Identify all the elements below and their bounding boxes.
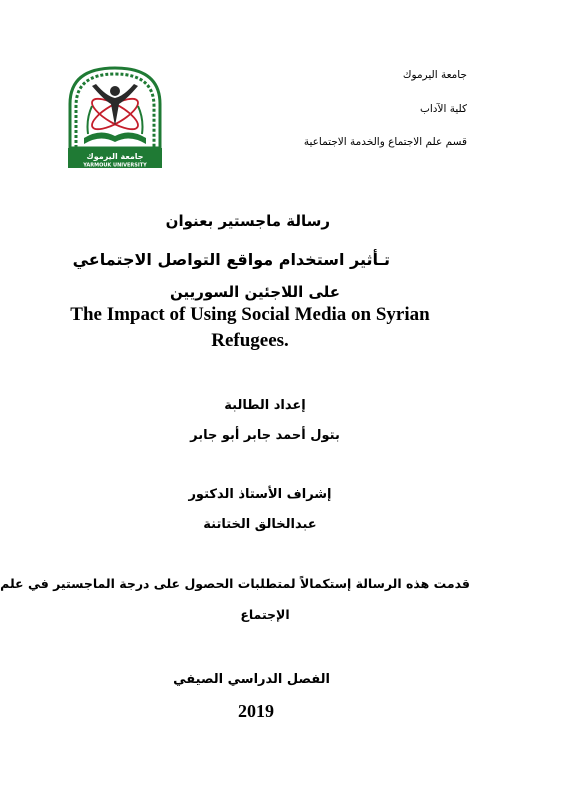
arabic-title-line2: على اللاجئين السوريين — [169, 283, 341, 301]
thesis-heading: رسالة ماجستير بعنوان — [165, 212, 330, 230]
student-name: بتول أحمد جابر أبو جابر — [190, 428, 340, 443]
supervisor-label: إشراف الأستاذ الدكتور — [188, 487, 332, 502]
supervisor-name: عبدالخالق الختاتنة — [203, 517, 317, 532]
department-name: قسم علم الاجتماع والخدمة الاجتماعية — [303, 136, 467, 148]
faculty-name: كلية الآداب — [420, 103, 467, 115]
semester-label: الفصل الدراسي الصيفي — [173, 672, 330, 687]
submission-statement-line1: قدمت هذه الرسالة إستكمالاً لمتطلبات الحصول على درجة الماجستير في علم — [0, 576, 470, 591]
english-title-line2: Refugees. — [211, 330, 289, 351]
year: 2019 — [238, 701, 274, 721]
arabic-title-line1: تـأثير استخدام مواقع التواصل الاجتماعي — [72, 250, 390, 269]
english-title-line1: The Impact of Using Social Media on Syrian — [70, 304, 430, 325]
logo-arabic-name: جامعة اليرموك — [86, 152, 144, 161]
logo-english-name: YARMOUK UNIVERSITY — [83, 162, 147, 169]
yarmouk-university-logo — [66, 64, 164, 170]
university-name: جامعة اليرموك — [402, 69, 467, 81]
submission-statement-line2: الإجتماع — [240, 607, 290, 622]
student-label: إعداد الطالبة — [224, 398, 306, 413]
